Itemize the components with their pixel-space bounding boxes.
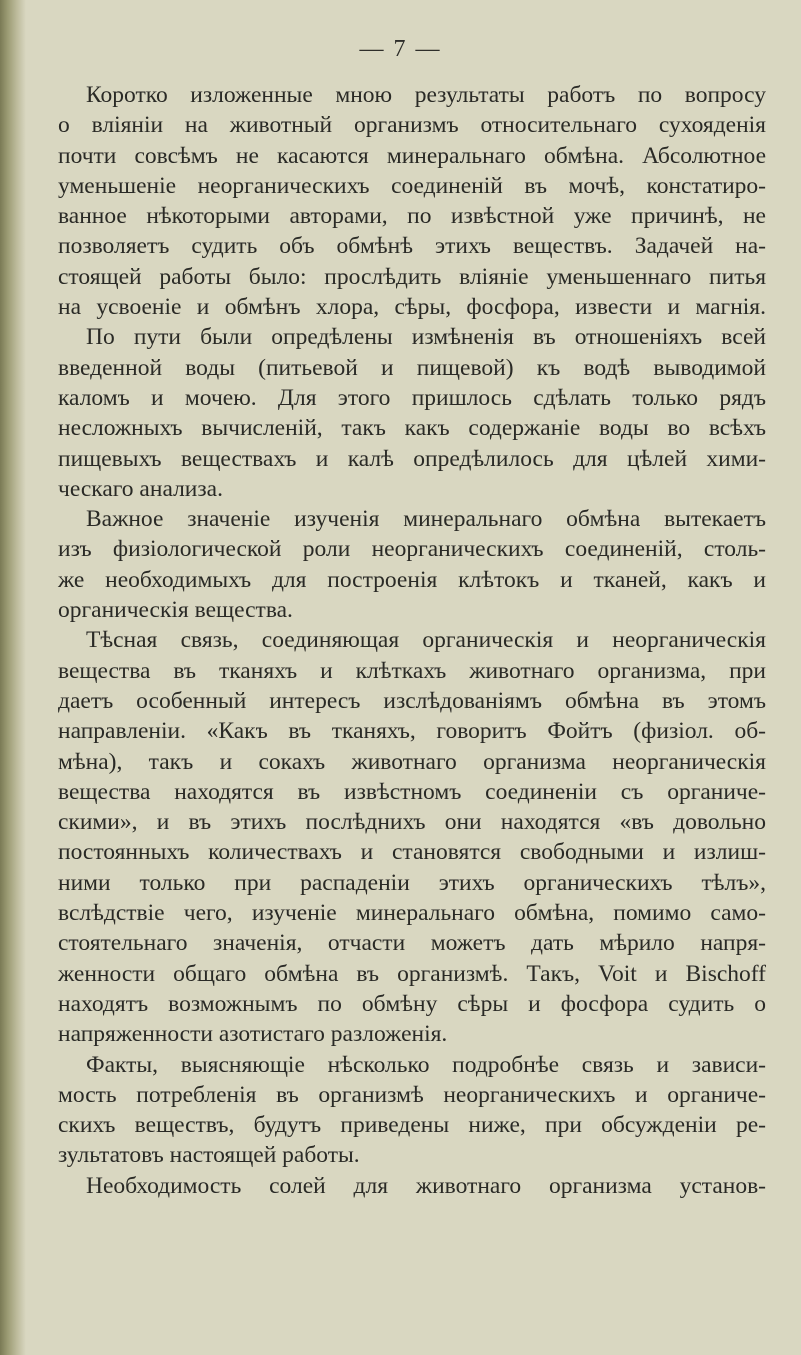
text-line: введенной воды (питьевой и пищевой) къ водѣ выводимой — [58, 354, 766, 381]
text-line: ческаго анализа. — [58, 475, 223, 502]
text-line: По пути были опредѣлены измѣненія въ отношеніяхъ всей — [86, 324, 766, 351]
text-line: Факты, выясняющіе нѣсколько подробнѣе связь и зависи- — [86, 1051, 766, 1078]
binding-shadow — [0, 0, 26, 1355]
text-line: находятъ возможнымъ по обмѣну сѣры и фосфора судить о — [58, 990, 766, 1017]
text-line: уменьшеніе неорганическихъ соединеній въ мочѣ, констатиро- — [58, 172, 766, 199]
text-line: мость потребленія въ организмѣ неорганическихъ и органиче- — [58, 1081, 766, 1108]
text-line: на усвоеніе и обмѣнъ хлора, сѣры, фосфора, извести и магнія. — [58, 294, 766, 321]
text-line: вслѣдствіе чего, изученіе минеральнаго обмѣна, помимо само- — [58, 900, 766, 927]
text-line: несложныхъ вычисленій, такъ какъ содержаніе воды во всѣхъ — [58, 415, 766, 442]
text-line: вещества въ тканяхъ и клѣткахъ животнаго организма, при — [58, 657, 766, 684]
text-line: напряженности азотистаго разложенія. — [58, 1021, 448, 1048]
text-line: пищевыхъ веществахъ и калѣ опредѣлилось для цѣлей хими- — [58, 445, 766, 472]
text-line: Тѣсная связь, соединяющая органическія и неорганическія — [86, 627, 766, 654]
text-line: скихъ веществъ, будутъ приведены ниже, при обсужденіи ре- — [58, 1112, 766, 1139]
text-line: почти совсѣмъ не касаются минеральнаго обмѣна. Абсолютное — [58, 142, 766, 169]
text-line: Необходимость солей для животнаго организма установ- — [86, 1172, 766, 1199]
text-line: скими», и въ этихъ послѣднихъ они находятся «въ довольно — [58, 809, 766, 836]
body-text — [58, 80, 766, 1201]
text-line: органическія вещества. — [58, 597, 293, 624]
text-line: Важное значеніе изученія минеральнаго обмѣна вытекаетъ — [86, 506, 766, 533]
text-line: постоянныхъ количествахъ и становятся свободными и излиш- — [58, 839, 766, 866]
text-line: стоящей работы было: прослѣдить вліяніе уменьшеннаго питья — [58, 263, 766, 290]
text-line: зультатовъ настоящей работы. — [58, 1142, 360, 1169]
text-line: изъ физіологической роли неорганическихъ соединеній, столь- — [58, 536, 766, 563]
text-line: ванное нѣкоторыми авторами, по извѣстной уже причинѣ, не — [58, 203, 766, 230]
text-line: же необходимыхъ для построенія клѣтокъ и тканей, какъ и — [58, 566, 766, 593]
text-line: вещества находятся въ извѣстномъ соединеніи съ органиче- — [58, 778, 766, 805]
text-line: позволяетъ судить объ обмѣнѣ этихъ веществъ. Задачей на- — [58, 233, 766, 260]
text-line: ними только при распаденіи этихъ органическихъ тѣлъ», — [58, 869, 766, 896]
text-line: о вліяніи на животный организмъ относительнаго сухояденія — [58, 112, 766, 139]
text-line: каломъ и мочею. Для этого пришлось сдѣлать только рядъ — [58, 384, 766, 411]
text-line: мѣна), такъ и сокахъ животнаго организма неорганическія — [58, 748, 766, 775]
text-line: направленіи. «Какъ въ тканяхъ, говоритъ Фойтъ (физіол. об- — [58, 718, 766, 745]
text-line: Коротко изложенные мною результаты работъ по вопросу — [86, 82, 766, 108]
page-number: — 7 — — [359, 36, 442, 62]
text-line: даетъ особенный интересъ изслѣдованіямъ обмѣна въ этомъ — [58, 687, 766, 714]
text-line: женности общаго обмѣна въ организмѣ. Такъ, Voit и Bischoff — [58, 960, 766, 987]
text-line: стоятельнаго значенія, отчасти можетъ дать мѣрило напря- — [58, 930, 766, 957]
